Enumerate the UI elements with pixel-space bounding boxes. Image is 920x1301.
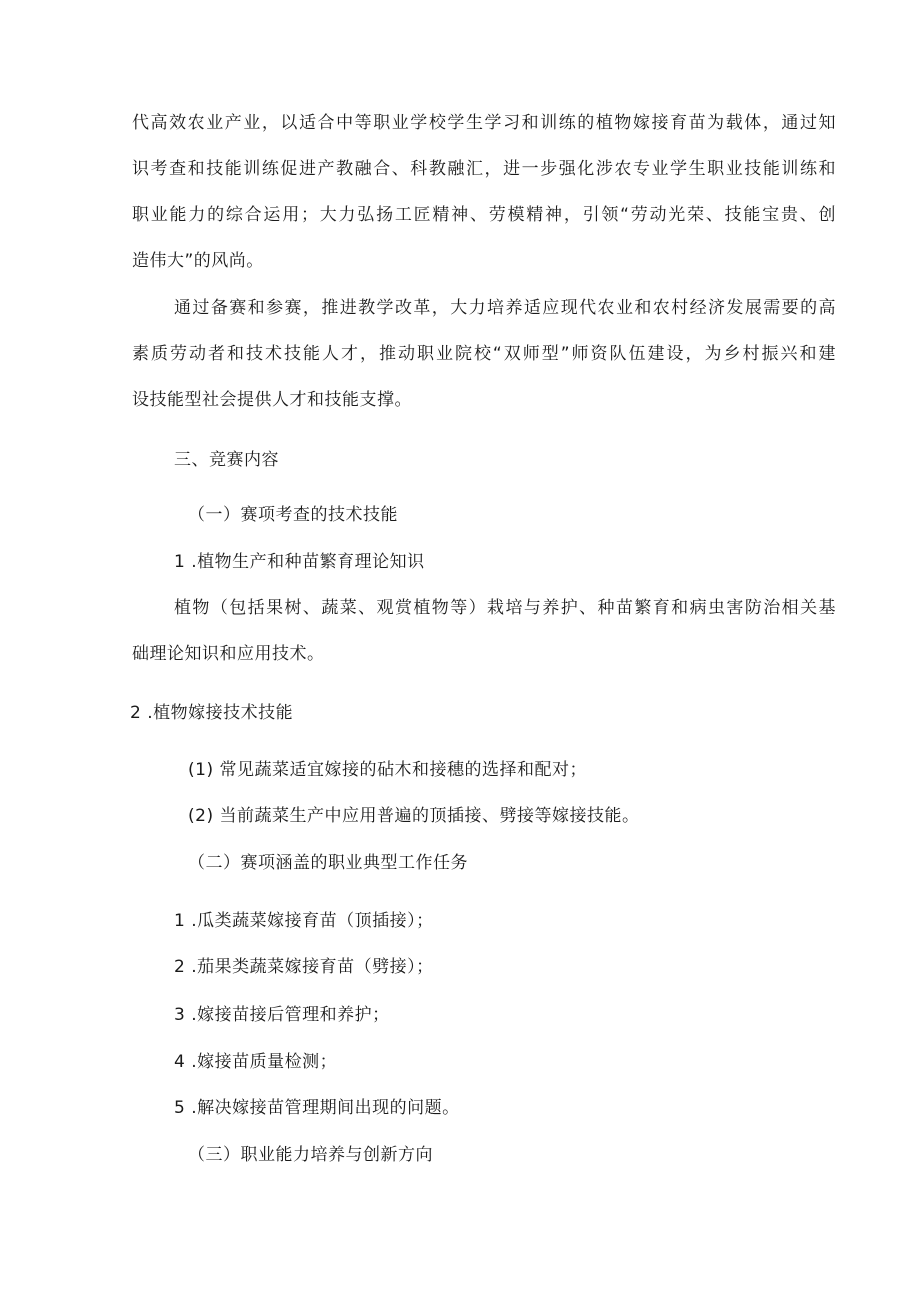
paragraph-1-line-3: 职业能力的综合运用；大力弘扬工匠精神、劳模精神，引领“劳动光荣、技能宝贵、创: [132, 205, 836, 225]
paragraph-2-line-3: 设技能型社会提供人才和技能支撑。: [132, 390, 412, 410]
paragraph-1-line-2: 识考查和技能训练促进产教融合、科教融汇，进一步强化涉农专业学生职业技能训练和: [132, 159, 836, 179]
task-2: 2 .茄果类蔬菜嫁接育苗（劈接）；: [174, 957, 434, 977]
paragraph-2-line-1: 通过备赛和参赛，推进教学改革，大力培养适应现代农业和农村经济发展需要的高: [174, 298, 836, 318]
item-2-point-1: (1) 常见蔬菜适宜嫁接的砧木和接穗的选择和配对；: [188, 760, 587, 780]
item-1-desc-line-2: 础理论知识和应用技术。: [132, 644, 325, 664]
paragraph-1-line-1: 代高效农业产业，以适合中等职业学校学生学习和训练的植物嫁接育苗为载体，通过知: [132, 113, 836, 133]
item-1-desc-line-1: 植物（包括果树、蔬菜、观赏植物等）栽培与养护、种苗繁育和病虫害防治相关基: [174, 598, 836, 618]
task-5: 5 .解决嫁接苗管理期间出现的问题。: [174, 1098, 460, 1118]
paragraph-1-line-4: 造伟大”的风尚。: [132, 251, 264, 271]
subsection-1-heading: （一）赛项考查的技术技能: [188, 505, 398, 525]
subsection-2-heading: （二）赛项涵盖的职业典型工作任务: [188, 853, 468, 873]
paragraph-2-line-2: 素质劳动者和技术技能人才，推动职业院校“双师型”师资队伍建设，为乡村振兴和建: [132, 344, 836, 364]
item-1-title: 1 .植物生产和种苗繁育理论知识: [174, 552, 425, 572]
task-4: 4 .嫁接苗质量检测；: [174, 1052, 338, 1072]
subsection-3-heading: （三）职业能力培养与创新方向: [188, 1145, 433, 1165]
item-2-title: 2 .植物嫁接技术技能: [130, 703, 294, 723]
task-3: 3 .嫁接苗接后管理和养护；: [174, 1005, 390, 1025]
item-2-point-2: (2) 当前蔬菜生产中应用普遍的顶插接、劈接等嫁接技能。: [188, 806, 640, 826]
task-1: 1 .瓜类蔬菜嫁接育苗（顶插接）；: [174, 911, 434, 931]
section-3-heading: 三、竞赛内容: [174, 450, 279, 470]
